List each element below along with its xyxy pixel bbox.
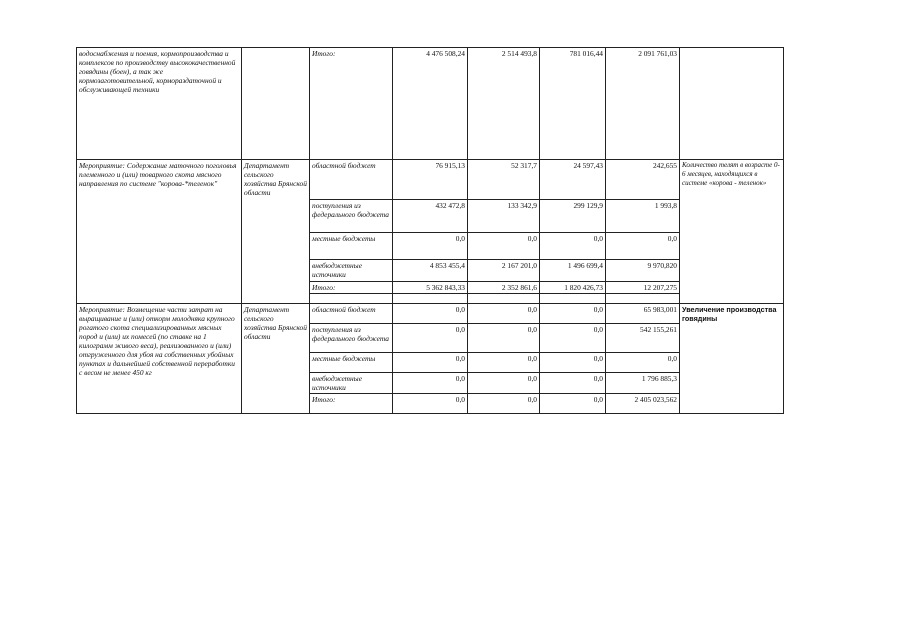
block2-spacer-cell [393,294,468,304]
block3-v4-0: 65 983,001 [606,304,680,324]
block2-v4-0: 242,655 [606,160,680,200]
block2-result: Количество телят в возрасте 0-6 месяцев, находящихся в системе «корова - теленок» [680,160,784,304]
block2-v1-1: 432 472,8 [393,200,468,233]
block3-v4-3: 1 796 885,3 [606,373,680,394]
block2-v4-1: 1 993,8 [606,200,680,233]
block2-v1-3: 4 853 455,4 [393,260,468,282]
block2-label-3: внебюджетные источники [310,260,393,282]
block3-result: Увеличение производства говядины [680,304,784,414]
block2-v3-4: 1 820 426,73 [540,282,606,294]
block2-v2-1: 133 342,9 [468,200,540,233]
block3-v4-1: 542 155,261 [606,324,680,353]
block2-v1-0: 76 915,13 [393,160,468,200]
block3-v3-0: 0,0 [540,304,606,324]
block2-v3-2: 0,0 [540,233,606,260]
block2-v3-0: 24 597,43 [540,160,606,200]
block3-v1-2: 0,0 [393,353,468,373]
block2-v2-4: 2 352 861,6 [468,282,540,294]
block2-v2-2: 0,0 [468,233,540,260]
block1-activity: водоснабжения и поения, кормопроизводства и комплексов по производству высококачественной говядины (боен), а так же кормозаготовительной, кормораздаточной и обслуживающей техники [77,48,242,160]
block3-v3-3: 0,0 [540,373,606,394]
block3-label-0: областной бюджет [310,304,393,324]
block2-v4-2: 0,0 [606,233,680,260]
block2-spacer-cell [468,294,540,304]
block3-v2-3: 0,0 [468,373,540,394]
block3-v4-2: 0,0 [606,353,680,373]
block3-v4-4: 2 405 023,562 [606,394,680,414]
program-table [76,47,784,414]
block3-executor: Департамент сельского хозяйства Брянской области [242,304,310,414]
block1-total-v3: 781 016,44 [540,48,606,160]
block2-spacer-cell [310,294,393,304]
block3-v3-1: 0,0 [540,324,606,353]
block2-executor: Департамент сельского хозяйства Брянской области [242,160,310,304]
block3-v2-4: 0,0 [468,394,540,414]
block3-v1-3: 0,0 [393,373,468,394]
document-page [76,47,784,414]
block2-label-2: местные бюджеты [310,233,393,260]
block2-label-4: Итого: [310,282,393,294]
block3-v1-0: 0,0 [393,304,468,324]
block2-row-regional [77,160,784,200]
block2-v2-0: 52 317,7 [468,160,540,200]
block3-v2-2: 0,0 [468,353,540,373]
block3-v1-4: 0,0 [393,394,468,414]
block3-activity: Мероприятие: Возмещение части затрат на выращивание и (или) откорм молодняка крупного рогатого скота специализированных мясных пород и (или) их помесей (по ставке на 1 килограмм живого веса), реализованного и (или) отгруженного для убоя на собственных убойных пунктах и дальнейшей собственной переработки с весом не менее 450 кг [77,304,242,414]
block3-v1-1: 0,0 [393,324,468,353]
block3-v3-4: 0,0 [540,394,606,414]
block2-activity: Мероприятие: Содержание маточного поголовья племенного и (или) товарного скота мясного направления по системе "корова-*теленок" [77,160,242,304]
block1-total-label: Итого: [310,48,393,160]
block2-label-0: областной бюджет [310,160,393,200]
block3-label-3: внебюджетные источники [310,373,393,394]
block3-label-2: местные бюджеты [310,353,393,373]
block1-total-v2: 2 514 493,8 [468,48,540,160]
block2-v4-3: 9 970,820 [606,260,680,282]
block1-executor [242,48,310,160]
block2-v1-2: 0,0 [393,233,468,260]
block1-row-total [77,48,784,160]
block2-v3-1: 299 129,9 [540,200,606,233]
block2-label-1: поступления из федерального бюджета [310,200,393,233]
block2-v2-3: 2 167 201,0 [468,260,540,282]
block2-spacer-cell [540,294,606,304]
block1-total-v4: 2 091 761,03 [606,48,680,160]
block2-spacer-cell [606,294,680,304]
block3-v2-0: 0,0 [468,304,540,324]
block3-v3-2: 0,0 [540,353,606,373]
block3-label-1: поступления из федерального бюджета [310,324,393,353]
block3-label-4: Итого: [310,394,393,414]
block2-v1-4: 5 362 843,33 [393,282,468,294]
block3-row-regional [77,304,784,324]
block2-v3-3: 1 496 699,4 [540,260,606,282]
block3-v2-1: 0,0 [468,324,540,353]
block1-result [680,48,784,160]
block2-v4-4: 12 207,275 [606,282,680,294]
block1-total-v1: 4 476 508,24 [393,48,468,160]
